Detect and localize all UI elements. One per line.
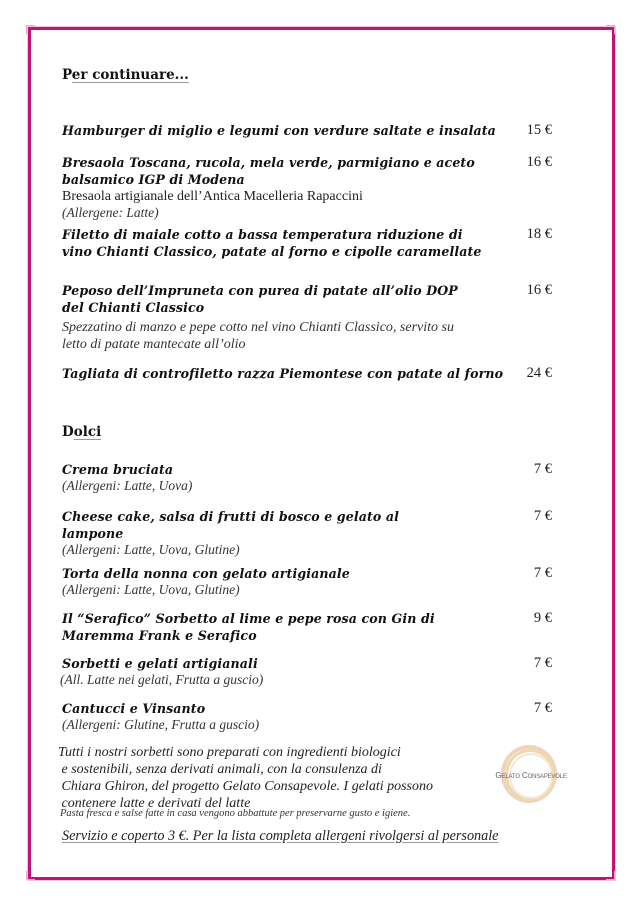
note-line: Chiara Ghiron, del progetto Gelato Consapevole. I gelati possono bbox=[58, 779, 433, 794]
item-name: Filetto di maiale cotto a bassa temperatura riduzione di vino Chianti Classico, patate al forno e cipolle caramellate bbox=[62, 227, 482, 259]
corner-mark bbox=[606, 25, 615, 34]
logo-text: Gelato Consapevole bbox=[495, 770, 567, 780]
note-line: e sostenibili, senza derivati animali, con la consulenza di bbox=[58, 762, 382, 777]
section-title-initial: P bbox=[62, 67, 72, 83]
corner-mark bbox=[606, 871, 615, 880]
service-charge-note: Servizio e coperto 3 €. Per la lista completa allergeni rivolgersi al personale bbox=[62, 828, 499, 844]
menu-item bbox=[62, 508, 402, 558]
menu-item bbox=[62, 565, 532, 598]
item-description: Spezzatino di manzo e pepe cotto nel vino Chianti Classico, servito su letto di patate mantecate all’olio bbox=[62, 320, 454, 352]
item-allergens: (Allergeni: Glutine, Frutta a guscio) bbox=[62, 717, 260, 732]
item-price: 7 € bbox=[533, 461, 552, 477]
item-price: 9 € bbox=[533, 610, 552, 626]
note-line: contenere latte e derivati del latte bbox=[58, 796, 251, 811]
item-allergens: (Allergene: Latte) bbox=[62, 205, 159, 220]
item-price: 7 € bbox=[533, 508, 552, 524]
menu-item bbox=[62, 365, 532, 382]
item-allergens: (All. Latte nei gelati, Frutta a guscio) bbox=[60, 672, 264, 687]
menu-item bbox=[62, 226, 497, 260]
item-price: 16 € bbox=[526, 154, 552, 170]
item-name: Il “Serafico” Sorbetto al lime e pepe rosa con Gin di Maremma Frank e Serafico bbox=[62, 611, 435, 643]
menu-item bbox=[62, 154, 482, 221]
gelato-consapevole-logo bbox=[495, 745, 565, 807]
menu-item bbox=[62, 461, 532, 494]
item-name: Cantucci e Vinsanto bbox=[62, 701, 206, 716]
item-price: 7 € bbox=[533, 655, 552, 671]
item-name: Hamburger di miglio e legumi con verdure saltate e insalata bbox=[62, 123, 496, 138]
item-price: 7 € bbox=[533, 565, 552, 581]
note-line: Tutti i nostri sorbetti sono preparati con ingredienti biologici bbox=[58, 745, 401, 760]
section-title-rest: olci bbox=[73, 424, 102, 440]
item-name: Cheese cake, salsa di frutti di bosco e gelato al lampone bbox=[62, 509, 400, 541]
item-allergens: (Allergeni: Latte, Uova, Glutine) bbox=[62, 582, 240, 597]
item-allergens: (Allergeni: Latte, Uova) bbox=[62, 478, 193, 493]
item-name: Bresaola Toscana, rucola, mela verde, parmigiano e aceto balsamico IGP di Modena bbox=[62, 155, 475, 187]
sorbetti-note bbox=[58, 744, 478, 812]
section-title-dolci bbox=[62, 424, 101, 440]
menu-item bbox=[62, 700, 532, 733]
item-allergens: (Allergeni: Latte, Uova, Glutine) bbox=[62, 542, 240, 557]
pasta-note: Pasta fresca e salse fatte in casa vengono abbattute per preservarne gusto e igiene. bbox=[60, 808, 411, 819]
section-title-initial: D bbox=[62, 424, 74, 440]
menu-item bbox=[62, 282, 482, 353]
item-name: Sorbetti e gelati artigianali bbox=[62, 656, 258, 671]
item-name: Tagliata di controfiletto razza Piemontese con patate al forno bbox=[62, 366, 504, 381]
menu-item bbox=[62, 122, 532, 139]
item-price: 24 € bbox=[526, 365, 552, 381]
item-name: Torta della nonna con gelato artigianale bbox=[62, 566, 350, 581]
item-price: 7 € bbox=[533, 700, 552, 716]
item-description: Bresaola artigianale dell’Antica Macelleria Rapaccini bbox=[62, 189, 363, 204]
corner-mark bbox=[26, 871, 35, 880]
item-price: 15 € bbox=[526, 122, 552, 138]
menu-item bbox=[62, 610, 502, 644]
section-title-per-continuare bbox=[62, 67, 189, 83]
corner-mark bbox=[26, 25, 35, 34]
section-title-rest: er continuare... bbox=[71, 67, 189, 83]
item-name: Crema bruciata bbox=[62, 462, 174, 477]
menu-item bbox=[62, 655, 532, 688]
item-price: 16 € bbox=[526, 282, 552, 298]
item-name: Peposo dell’Impruneta con purea di patate all’olio DOP del Chianti Classico bbox=[62, 283, 458, 315]
item-price: 18 € bbox=[526, 226, 552, 242]
